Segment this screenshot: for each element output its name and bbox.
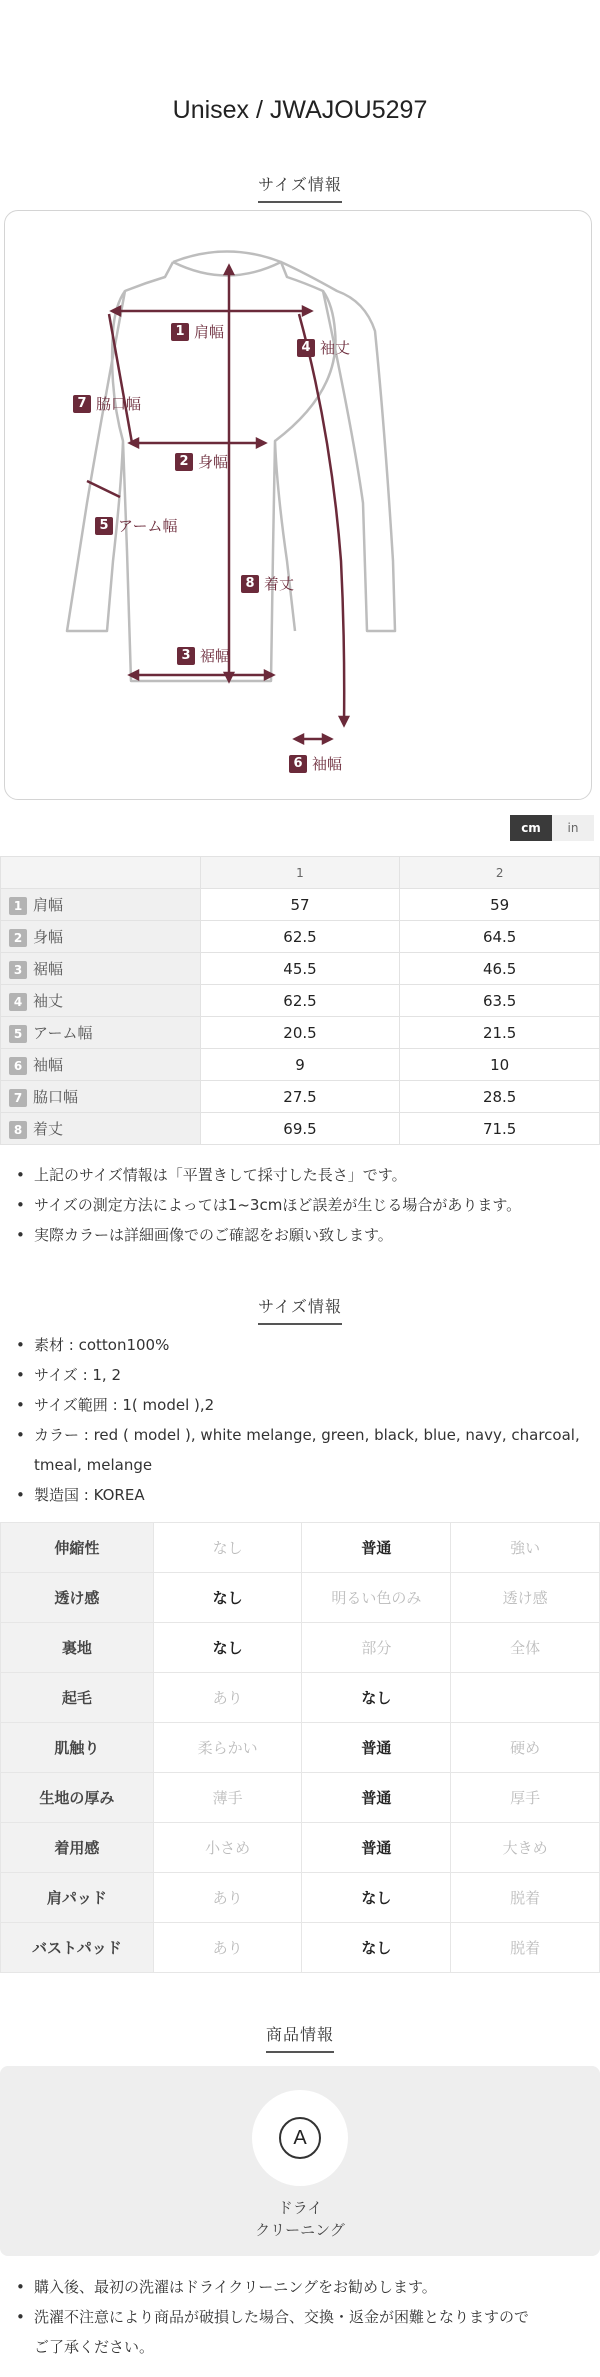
table-row — [1, 1873, 600, 1923]
list-item: • 購入後、最初の洗濯はドライクリーニングをお勧めします。 — [16, 2272, 586, 2302]
attribute-name: 生地の厚み — [1, 1773, 154, 1823]
attribute-option: 明るい色のみ — [302, 1573, 451, 1623]
attribute-name: 肌触り — [1, 1723, 154, 1773]
table-row — [1, 1773, 600, 1823]
attribute-option: 普通 — [302, 1723, 451, 1773]
row-num: 1 — [9, 897, 27, 915]
attribute-option: 強い — [451, 1523, 600, 1573]
attribute-option: 透け感 — [451, 1573, 600, 1623]
table-row — [1, 1673, 600, 1723]
list-item: • 上記のサイズ情報は「平置きして採寸した長さ」です。 — [16, 1160, 586, 1190]
unit-cm-button[interactable]: cm — [510, 815, 552, 841]
label-sleeve-width — [289, 753, 342, 774]
row-label — [1, 921, 201, 953]
label-sleeve-width-text: 袖幅 — [312, 755, 343, 773]
row-label — [1, 1049, 201, 1081]
table-row — [1, 1049, 600, 1081]
list-item: • 実際カラーは詳細画像でのご確認をお願い致します。 — [16, 1220, 586, 1250]
dry-clean-icon — [252, 2090, 348, 2186]
row-label-text: 身幅 — [33, 928, 64, 946]
unit-in-button[interactable]: in — [552, 815, 594, 841]
size-value: 9 — [200, 1049, 400, 1081]
size-value: 64.5 — [400, 921, 600, 953]
table-row — [1, 953, 600, 985]
list-item: • カラー : red ( model ), white melange, green, black, blue, navy, charcoal, tmeal, melange — [16, 1420, 586, 1480]
attribute-name: バストパッド — [1, 1923, 154, 1973]
size-table-header — [1, 857, 600, 889]
attribute-option: 脱着 — [451, 1873, 600, 1923]
product-title: Unisex / JWAJOU5297 — [172, 96, 428, 124]
attribute-option: 部分 — [302, 1623, 451, 1673]
size-value: 46.5 — [400, 953, 600, 985]
label-sleeve-length — [297, 337, 350, 358]
list-item: • サイズの測定方法によっては1~3cmほど誤差が生じる場合があります。 — [16, 1190, 586, 1220]
size-value: 28.5 — [400, 1081, 600, 1113]
label-length-num: 8 — [241, 575, 259, 593]
table-row — [1, 985, 600, 1017]
list-item: • 素材 : cotton100% — [16, 1330, 586, 1360]
care-panel — [0, 2066, 600, 2256]
attribute-name: 透け感 — [1, 1573, 154, 1623]
attribute-option: 脱着 — [451, 1923, 600, 1973]
label-hem-num: 3 — [177, 647, 195, 665]
product-info-list — [16, 1330, 586, 1510]
size-value: 45.5 — [200, 953, 400, 985]
row-label-text: アーム幅 — [33, 1024, 93, 1042]
attribute-option: なし — [302, 1873, 451, 1923]
care-notes — [16, 2272, 586, 2362]
size-value: 69.5 — [200, 1113, 400, 1145]
list-item: • 製造国 : KOREA — [16, 1480, 586, 1510]
size-value: 27.5 — [200, 1081, 400, 1113]
size-notes — [16, 1160, 586, 1250]
size-value: 71.5 — [400, 1113, 600, 1145]
size-value: 21.5 — [400, 1017, 600, 1049]
attribute-option: 大きめ — [451, 1823, 600, 1873]
label-chest — [175, 451, 228, 472]
attribute-option: なし — [153, 1523, 302, 1573]
label-arm-width — [95, 515, 178, 536]
table-row — [1, 1623, 600, 1673]
table-row — [1, 1113, 600, 1145]
attribute-name: 着用感 — [1, 1823, 154, 1873]
label-sleeve-length-text: 袖丈 — [320, 339, 351, 357]
care-label — [0, 2197, 600, 2241]
size-value: 10 — [400, 1049, 600, 1081]
attribute-option: 小さめ — [153, 1823, 302, 1873]
care-label-line2: クリーニング — [255, 2221, 345, 2239]
row-label — [1, 1081, 201, 1113]
row-num: 4 — [9, 993, 27, 1011]
row-label-text: 肩幅 — [33, 896, 64, 914]
row-num: 7 — [9, 1089, 27, 1107]
attribute-option: 硬め — [451, 1723, 600, 1773]
label-shoulder — [171, 321, 224, 342]
label-arm-width-num: 5 — [95, 517, 113, 535]
product-section-heading — [0, 2022, 600, 2053]
label-sleeve-width-num: 6 — [289, 755, 307, 773]
attribute-option: 柔らかい — [153, 1723, 302, 1773]
attribute-option: 普通 — [302, 1523, 451, 1573]
label-armhole-num: 7 — [73, 395, 91, 413]
row-num: 8 — [9, 1121, 27, 1139]
label-arm-width-text: アーム幅 — [118, 517, 178, 535]
attribute-table — [0, 1522, 600, 1973]
attribute-option: なし — [153, 1623, 302, 1673]
care-note-line: 洗濯不注意により商品が破損した場合、交換・返金が困難となりますので — [34, 2308, 530, 2326]
size-table — [0, 856, 600, 1145]
label-length-text: 着丈 — [264, 575, 295, 593]
row-label-text: 裾幅 — [33, 960, 64, 978]
attribute-name: 起毛 — [1, 1673, 154, 1723]
size-value: 62.5 — [200, 985, 400, 1017]
attribute-name: 肩パッド — [1, 1873, 154, 1923]
table-row — [1, 1017, 600, 1049]
label-shoulder-num: 1 — [171, 323, 189, 341]
attribute-option: なし — [153, 1573, 302, 1623]
row-label-text: 袖幅 — [33, 1056, 64, 1074]
table-row — [1, 1573, 600, 1623]
size-value: 62.5 — [200, 921, 400, 953]
table-row — [1, 1923, 600, 1973]
table-row — [1, 1823, 600, 1873]
size-column-header: 1 — [200, 857, 400, 889]
size-section-heading — [0, 172, 600, 203]
care-note-line: ご了承ください。 — [34, 2338, 155, 2356]
table-row — [1, 1081, 600, 1113]
dry-clean-symbol: A — [279, 2117, 321, 2159]
size-value: 57 — [200, 889, 400, 921]
attribute-option: 普通 — [302, 1773, 451, 1823]
care-label-line1: ドライ — [277, 2199, 323, 2217]
row-num: 5 — [9, 1025, 27, 1043]
table-row — [1, 1523, 600, 1573]
row-num: 2 — [9, 929, 27, 947]
label-length — [241, 573, 294, 594]
row-label — [1, 1017, 201, 1049]
attribute-option: なし — [302, 1673, 451, 1723]
row-label-text: 袖丈 — [33, 992, 64, 1010]
size-section-heading-text: サイズ情報 — [258, 172, 342, 203]
size-value: 20.5 — [200, 1017, 400, 1049]
row-label-text: 脇口幅 — [33, 1088, 79, 1106]
attribute-option: 普通 — [302, 1823, 451, 1873]
product-section-heading-text: 商品情報 — [266, 2022, 334, 2053]
row-label — [1, 985, 201, 1017]
attribute-name: 伸縮性 — [1, 1523, 154, 1573]
table-row — [1, 889, 600, 921]
attribute-name: 裏地 — [1, 1623, 154, 1673]
row-num: 3 — [9, 961, 27, 979]
row-label — [1, 1113, 201, 1145]
shirt-outline — [5, 211, 593, 801]
list-item — [16, 2302, 586, 2362]
info-section-heading — [0, 1294, 600, 1325]
row-label-text: 着丈 — [33, 1120, 64, 1138]
attribute-option: あり — [153, 1873, 302, 1923]
label-chest-text: 身幅 — [198, 453, 229, 471]
attribute-option: あり — [153, 1673, 302, 1723]
row-num: 6 — [9, 1057, 27, 1075]
label-hem — [177, 645, 230, 666]
label-hem-text: 裾幅 — [200, 647, 231, 665]
row-label — [1, 953, 201, 985]
attribute-option: なし — [302, 1923, 451, 1973]
attribute-option — [451, 1673, 600, 1723]
attribute-option: 全体 — [451, 1623, 600, 1673]
label-shoulder-text: 肩幅 — [194, 323, 225, 341]
size-column-header: 2 — [400, 857, 600, 889]
attribute-option: あり — [153, 1923, 302, 1973]
size-value: 63.5 — [400, 985, 600, 1017]
table-row — [1, 1723, 600, 1773]
row-label — [1, 889, 201, 921]
attribute-option: 厚手 — [451, 1773, 600, 1823]
list-item: • サイズ : 1, 2 — [16, 1360, 586, 1390]
list-item: • サイズ範囲 : 1( model ),2 — [16, 1390, 586, 1420]
size-table-corner — [1, 857, 201, 889]
size-value: 59 — [400, 889, 600, 921]
table-row — [1, 921, 600, 953]
label-chest-num: 2 — [175, 453, 193, 471]
label-sleeve-length-num: 4 — [297, 339, 315, 357]
attribute-option: 薄手 — [153, 1773, 302, 1823]
unit-toggle — [510, 815, 594, 841]
label-armhole-text: 脇口幅 — [96, 395, 142, 413]
label-armhole — [73, 393, 141, 414]
size-diagram — [4, 210, 592, 800]
info-section-heading-text: サイズ情報 — [258, 1294, 342, 1325]
